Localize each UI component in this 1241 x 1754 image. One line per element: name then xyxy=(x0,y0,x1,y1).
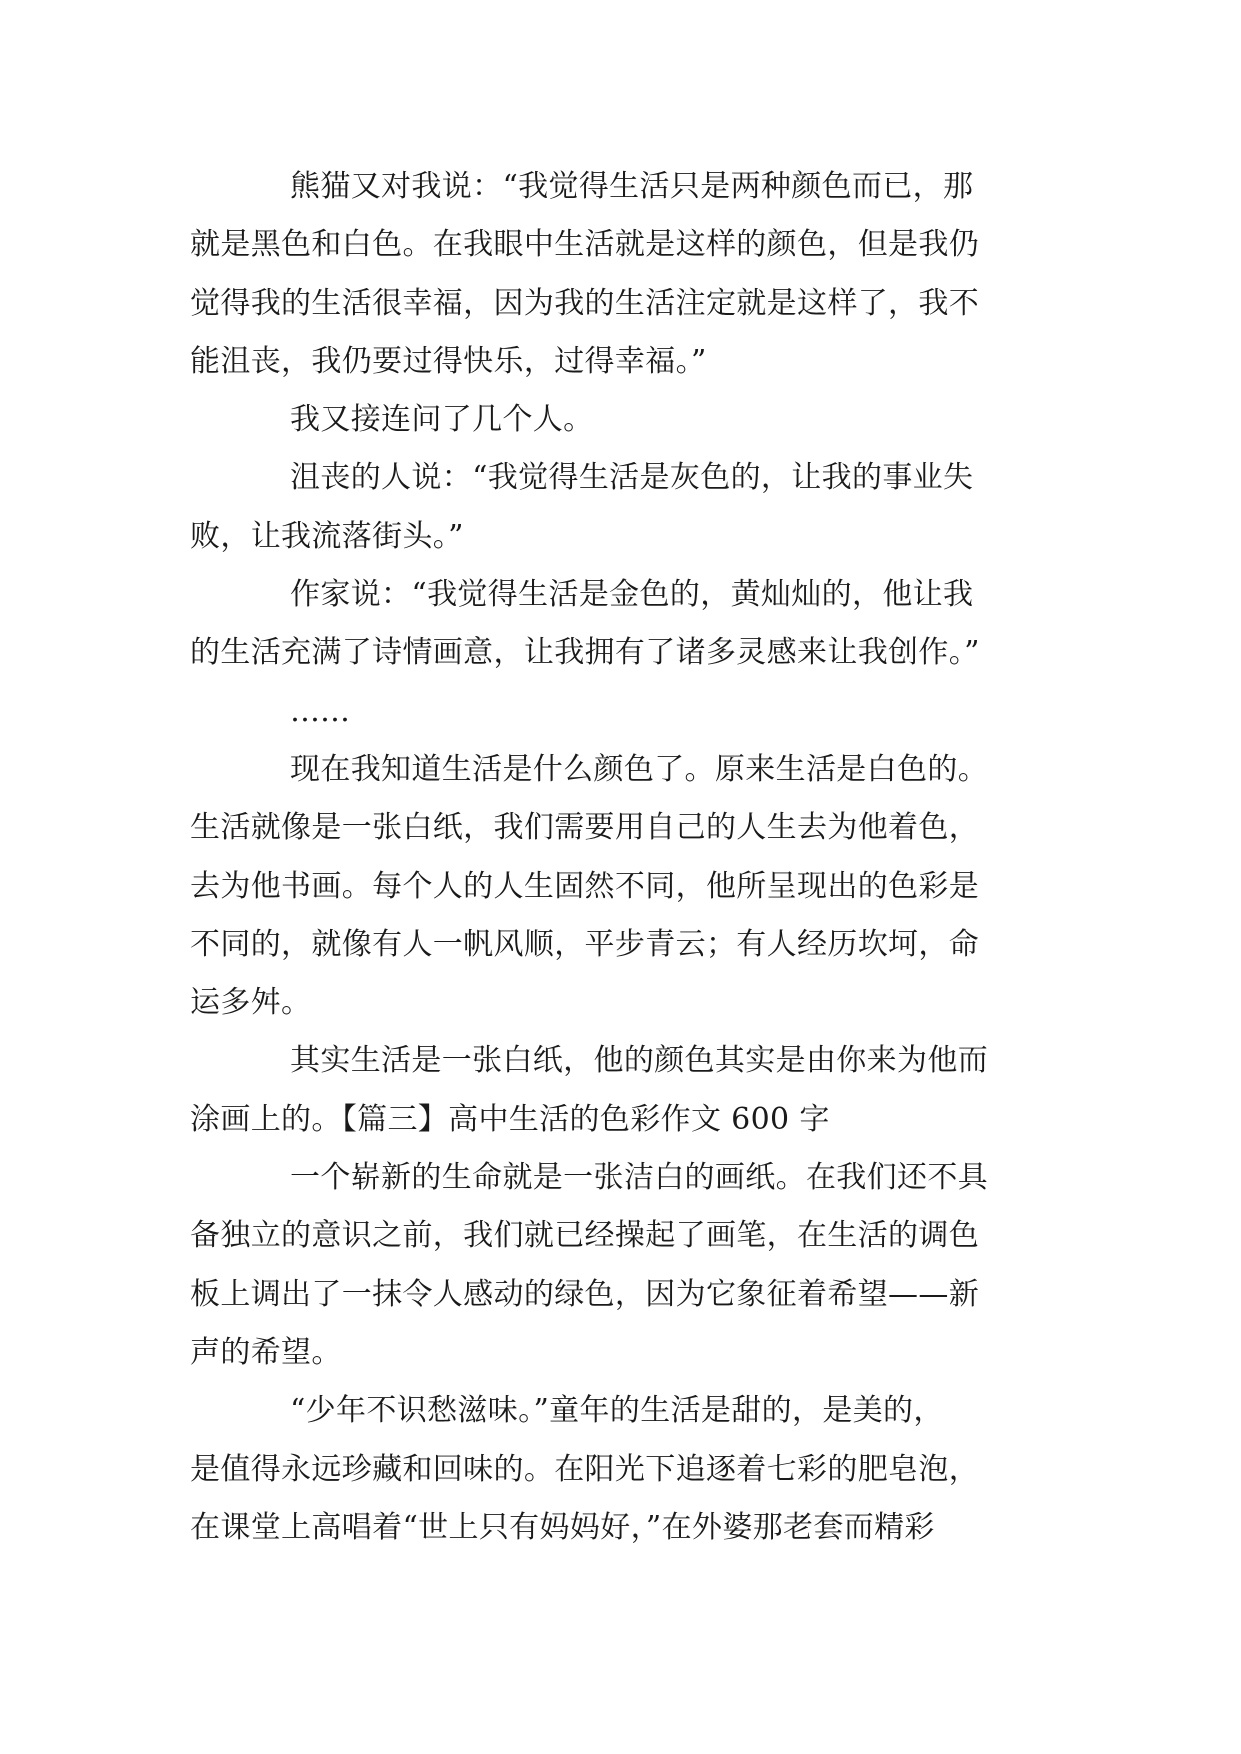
text-line: 现在我知道生活是什么颜色了。原来生活是白色的。 xyxy=(290,751,989,787)
text-line: “少年不识愁滋味。”童年的生活是甜的，是美的， xyxy=(290,1393,944,1429)
document-body xyxy=(190,158,1070,1557)
text-line: 就是黑色和白色。在我眼中生活就是这样的颜色，但是我仍 xyxy=(190,227,980,263)
text-line: 一个崭新的生命就是一张洁白的画纸。在我们还不具 xyxy=(290,1160,989,1196)
text-line: 其实生活是一张白纸，他的颜色其实是由你来为他而 xyxy=(290,1043,989,1079)
ellipsis-line: …… xyxy=(290,693,350,729)
text-line: 我又接连问了几个人。 xyxy=(290,402,594,438)
text-line: 备独立的意识之前，我们就已经操起了画笔，在生活的调色 xyxy=(190,1218,980,1254)
text-line: 不同的，就像有人一帆风顺，平步青云；有人经历坎坷，命 xyxy=(190,926,980,962)
section-heading-line: 涂画上的。【篇三】高中生活的色彩作文 600 字 xyxy=(190,1101,830,1137)
text-line: 能沮丧，我仍要过得快乐，过得幸福。” xyxy=(190,343,707,379)
text-line: 作家说：“我觉得生活是金色的，黄灿灿的，他让我 xyxy=(290,577,974,613)
text-line: 在课堂上高唱着“世上只有妈妈好，”在外婆那老套而精彩 xyxy=(190,1509,935,1545)
text-line: 败，让我流落街头。” xyxy=(190,518,464,554)
text-line: 沮丧的人说：“我觉得生活是灰色的，让我的事业失 xyxy=(290,460,974,496)
text-line: 运多舛。 xyxy=(190,985,312,1021)
text-line: 的生活充满了诗情画意，让我拥有了诸多灵感来让我创作。” xyxy=(190,635,980,671)
text-line: 熊猫又对我说：“我觉得生活只是两种颜色而已，那 xyxy=(290,169,974,204)
text-line: 生活就像是一张白纸，我们需要用自己的人生去为他着色， xyxy=(190,810,980,846)
text-line: 觉得我的生活很幸福，因为我的生活注定就是这样了，我不 xyxy=(190,285,980,321)
text-line: 去为他书画。每个人的人生固然不同，他所呈现出的色彩是 xyxy=(190,868,980,904)
text-line: 是值得永远珍藏和回味的。在阳光下追逐着七彩的肥皂泡， xyxy=(190,1451,980,1487)
text-line: 声的希望。 xyxy=(190,1334,342,1370)
text-line: 板上调出了一抹令人感动的绿色，因为它象征着希望——新 xyxy=(190,1276,980,1312)
